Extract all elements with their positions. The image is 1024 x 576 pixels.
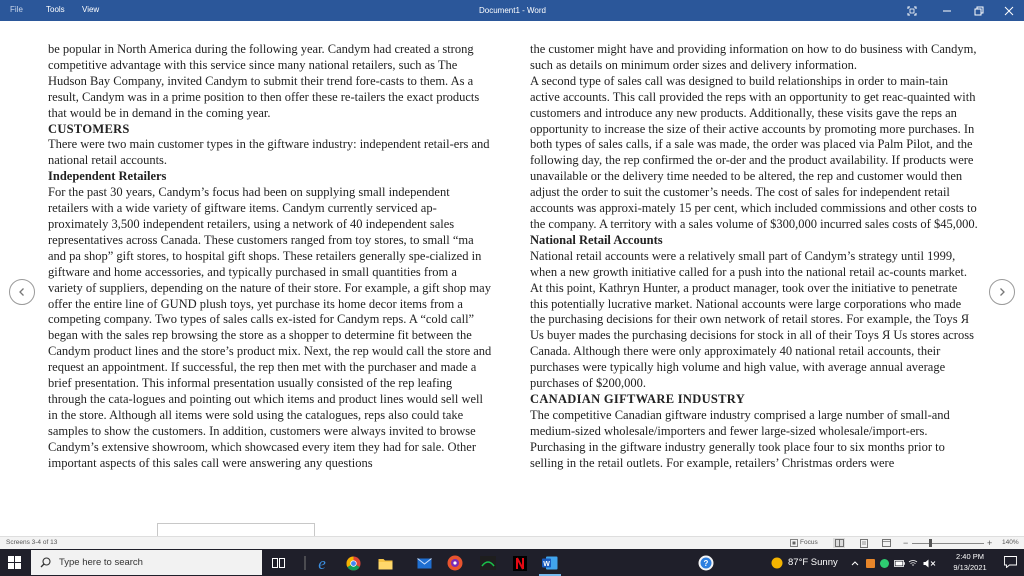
previous-screen-button[interactable] bbox=[9, 279, 35, 305]
media-app[interactable] bbox=[445, 553, 465, 573]
word-icon bbox=[542, 556, 558, 570]
section-heading: CANADIAN GIFTWARE INDUSTRY bbox=[530, 391, 746, 406]
menu-view[interactable]: View bbox=[82, 5, 100, 14]
zoom-out-button[interactable]: − bbox=[903, 538, 909, 548]
show-hidden-icons-button[interactable] bbox=[850, 557, 860, 569]
media-app-icon bbox=[447, 555, 463, 571]
network-indicator[interactable] bbox=[908, 557, 918, 569]
zoom-slider[interactable] bbox=[912, 543, 984, 544]
screen-count: Screens 3-4 of 13 bbox=[6, 539, 58, 546]
weather-widget[interactable] bbox=[771, 549, 838, 576]
mail-app[interactable] bbox=[414, 553, 434, 573]
system-clock[interactable] bbox=[944, 551, 996, 573]
paragraph: There were two main customer types in the giftware industry: independent retail-ers and national retail accounts. bbox=[48, 137, 490, 168]
task-view-icon bbox=[272, 557, 285, 569]
sun-icon bbox=[771, 557, 783, 569]
edge-icon bbox=[314, 555, 330, 571]
separator-icon bbox=[304, 556, 306, 570]
search-icon bbox=[40, 557, 51, 568]
paragraph: A second type of sales call was designed to build relationships in order to main-tain active accounts. This call provided the reps with an opportunity to get reac-quainted with customers and introduce any new products. Additionally, these visits gave the reps an opportunity to increase the size of their active accounts by promoting more purchases. In both types of sales calls, if a sale was made, the order was placed via Palm Pilot, and the following day, the rep confirmed the or-der and the product availability. If products were unavailable or the delivery time needed to be altered, the rep and customer would then adjust the order to suit the customer’s needs. The cost of sales for independent retail accounts was approxi-mately 15 per cent, which included commissions and other costs to the company. A territory with a sales volume of $300,000 incurred sales costs of $45,000. bbox=[530, 73, 978, 231]
windows-start-icon[interactable] bbox=[8, 556, 21, 569]
print-layout-icon bbox=[860, 539, 868, 548]
chevron-right-icon bbox=[997, 287, 1007, 297]
reading-view[interactable] bbox=[0, 21, 1024, 536]
zoom-level[interactable]: 140% bbox=[1002, 539, 1019, 546]
help-app[interactable] bbox=[696, 553, 716, 573]
svg-text:W: W bbox=[543, 560, 550, 568]
clock-date: 9/13/2021 bbox=[953, 563, 987, 572]
focus-mode-icon bbox=[907, 6, 917, 16]
taskbar-search-box[interactable] bbox=[31, 550, 262, 575]
file-explorer-app[interactable] bbox=[375, 553, 395, 573]
next-screen-button[interactable] bbox=[989, 279, 1015, 305]
chevron-left-icon bbox=[17, 287, 27, 297]
tray-green-icon bbox=[880, 559, 889, 568]
read-mode-icon bbox=[835, 539, 844, 547]
web-layout-icon bbox=[882, 539, 891, 547]
close-icon bbox=[1004, 6, 1014, 16]
tray-orange-icon bbox=[866, 559, 875, 568]
section-heading: Independent Retailers bbox=[48, 169, 167, 184]
zoom-in-button[interactable]: + bbox=[987, 538, 993, 548]
minimize-button[interactable] bbox=[932, 0, 962, 21]
zoom-slider-thumb[interactable] bbox=[929, 539, 932, 547]
chrome-app[interactable] bbox=[343, 553, 363, 573]
chevron-up-icon bbox=[851, 560, 859, 566]
focus-label: Focus bbox=[800, 539, 818, 546]
web-layout-button[interactable] bbox=[880, 538, 892, 548]
chrome-icon bbox=[346, 556, 361, 571]
close-button[interactable] bbox=[994, 0, 1024, 21]
restore-button[interactable] bbox=[964, 0, 994, 21]
tray-app-orange[interactable] bbox=[865, 557, 875, 569]
paragraph: the customer might have and providing information on how to do business with Candym, such as details on minimum order sizes and delivery information. bbox=[530, 42, 977, 72]
tray-app-green[interactable] bbox=[879, 557, 889, 569]
read-mode-button[interactable] bbox=[833, 538, 845, 548]
svg-text:?: ? bbox=[703, 559, 709, 568]
focus-icon bbox=[790, 539, 798, 547]
paragraph: National retail accounts were a relatively small part of Candym’s strategy until 1999, when a new growth initiative called for a push into the national retail ac-counts market. At this point, Kathryn Hunter, a product manager, took over the initiative to penetrate this potentially lucrative market. National accounts were large corporations who made the purchasing decisions for their own network of retail stores. For example, the Toys Я Us buyer mades the purchasing decisions for stock in all of their Toys Я Us stores across Canada. Although there were only approximately 40 national retail accounts, their purchases were typically high volume and high value, with average annual average purchases of $200,000. bbox=[530, 248, 974, 391]
focus-button[interactable] bbox=[790, 538, 818, 548]
taskbar bbox=[0, 549, 1024, 576]
battery-icon bbox=[894, 560, 905, 567]
text-column-right bbox=[530, 42, 978, 471]
green-app-icon bbox=[480, 556, 496, 570]
menu-file[interactable]: File bbox=[10, 5, 23, 14]
text-column-left bbox=[48, 42, 493, 471]
minimize-icon bbox=[942, 6, 952, 16]
svg-text:e: e bbox=[318, 555, 326, 571]
notification-icon[interactable] bbox=[1004, 556, 1017, 568]
section-heading: National Retail Accounts bbox=[530, 232, 663, 247]
weather-text: 87°F Sunny bbox=[788, 557, 838, 568]
document-title: Document1 - Word bbox=[479, 6, 546, 15]
netflix-app[interactable] bbox=[510, 553, 530, 573]
paragraph: The competitive Canadian giftware industry comprised a large number of small-and medium-sized wholesale/importers and fewer large-sized wholesale/import-ers. Purchasing in the giftware industry generally took place four to six months prior to selling in the retail outlets. For example, retailers’ Christmas orders were bbox=[530, 407, 950, 470]
status-bar bbox=[0, 536, 1024, 549]
menu-tools[interactable]: Tools bbox=[46, 5, 65, 14]
battery-indicator[interactable] bbox=[893, 557, 905, 569]
clock-time: 2:40 PM bbox=[956, 552, 984, 561]
help-icon bbox=[698, 555, 714, 571]
file-explorer-icon bbox=[378, 557, 393, 570]
volume-mute-icon bbox=[923, 559, 936, 568]
paragraph: be popular in North America during the following year. Candym had created a strong competitive advantage with this service since many national retailers, such as The Hudson Bay Company, invited Candym to submit their trend fore-casts to them. As a result, Candym was in a prime position to then offer these re-tailers the exact products that would be in demand in the coming year. bbox=[48, 42, 480, 120]
section-heading: CUSTOMERS bbox=[48, 121, 130, 136]
volume-indicator[interactable] bbox=[922, 557, 936, 569]
task-view-button[interactable] bbox=[268, 553, 288, 573]
paragraph: For the past 30 years, Candym’s focus had been on supplying small independent retailers with a wide variety of giftware items. Candym currently serviced ap-proximately 3,500 independent retailers, using a network of 40 independent sales representatives across Canada. These customers ranged from toy stores, to small “ma and pa shop” gift stores, to hospital gift shops. These retailers generally spe-cialized in giftware and home accessories, and typically purchased in small quantities from a variety of suppliers, depending on the nature of their store. For example, a gift shop may offer the entire line of GUND plush toys, yet purchase its home decor items from a competing company. Two types of sales calls ex-isted for Candym reps. A “cold call” began with the sales rep browsing the store as a shopper to determine fit between the Candym product lines and the store’s product mix. Next, the rep would call the store and request an appointment. If successful, the rep then met with the purchaser and made a brief presentation. This informal presentation usually consisted of the rep leafing through the cata-logues and pointing out which items and product lines would sell well in the store. Although all items were sold using the catalogues, reps also could take samples to show the customers. In addition, customers were always invited to browse Candym’s extensive showroom, which showcased every item they had for sale. Other important aspects of this sales call were answering any questions bbox=[48, 185, 492, 470]
print-layout-button[interactable] bbox=[858, 538, 870, 548]
edge-app[interactable] bbox=[312, 553, 332, 573]
netflix-icon bbox=[513, 556, 527, 571]
horizontal-scroll-thumb[interactable] bbox=[157, 523, 315, 536]
search-placeholder: Type here to search bbox=[59, 557, 143, 568]
restore-icon bbox=[974, 6, 984, 16]
word-app[interactable] bbox=[540, 553, 560, 573]
focus-mode-button[interactable] bbox=[897, 0, 927, 21]
wifi-icon bbox=[908, 559, 918, 567]
green-app[interactable] bbox=[478, 553, 498, 573]
mail-icon bbox=[417, 558, 432, 569]
title-bar bbox=[0, 0, 1024, 21]
